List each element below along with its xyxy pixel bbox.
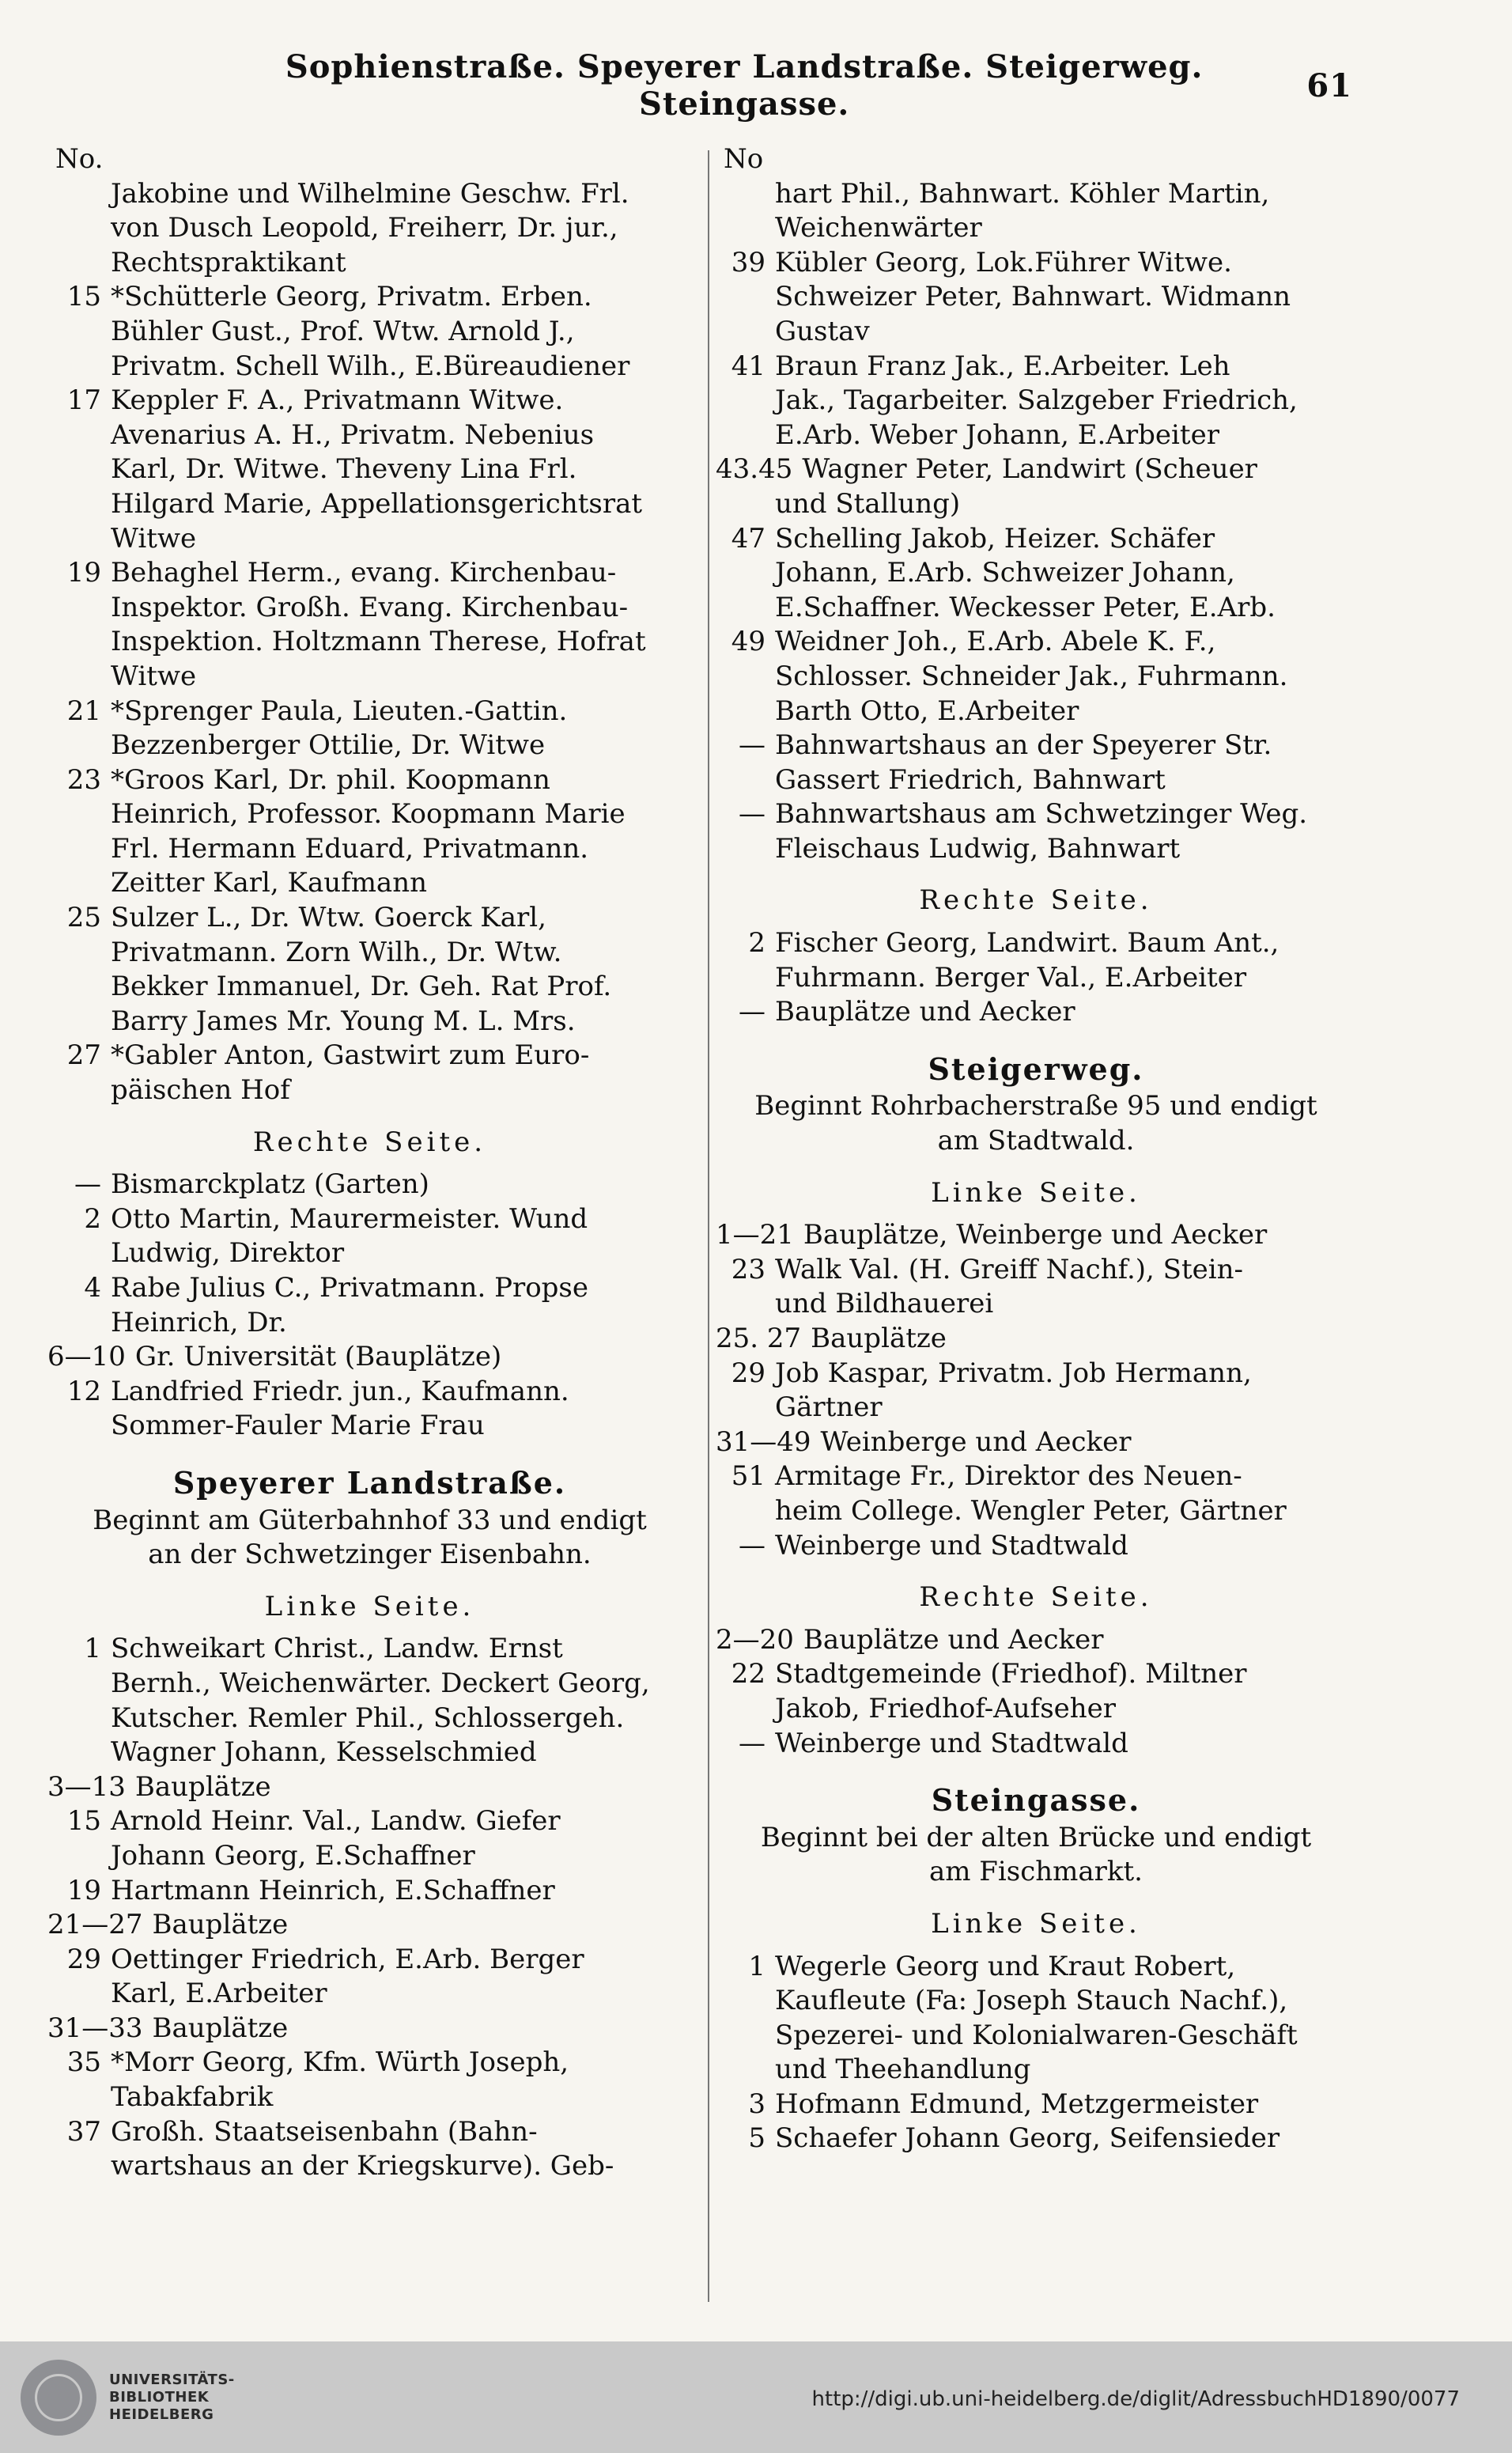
entry-line <box>716 1391 1356 1425</box>
resident-text: Großh. Staatseisenbahn (Bahn- <box>111 2115 538 2148</box>
resident-text: Gr. Universität (Bauplätze) <box>134 1341 502 1373</box>
entry-line <box>47 866 692 901</box>
house-number: 4 <box>84 1272 101 1304</box>
resident-text: Jak., Tagarbeiter. Salzgeber Friedrich, <box>775 384 1298 417</box>
resident-text: heim College. Wengler Peter, Gärtner <box>775 1494 1287 1527</box>
resident-text: Inspektion. Holtzmann Therese, Hofrat <box>111 626 646 658</box>
resident-text: Tabakfabrik <box>111 2081 274 2114</box>
street-description <box>716 1821 1356 1890</box>
resident-text: *Morr Georg, Kfm. Würth Joseph, <box>111 2046 569 2079</box>
entry-line <box>716 797 1356 832</box>
entry-line <box>716 522 1356 557</box>
resident-text: Schelling Jakob, Heizer. Schäfer <box>775 522 1215 555</box>
resident-text: *Schütterle Georg, Privatm. Erben. <box>111 281 592 313</box>
resident-text: Avenarius A. H., Privatm. Nebenius <box>111 418 595 451</box>
entry-line <box>47 1375 692 1410</box>
entry-line <box>47 1168 692 1202</box>
steingasse-left-entries <box>716 1950 1356 2157</box>
entry-line <box>47 522 692 557</box>
entry-line <box>47 350 692 384</box>
resident-text: Wegerle Georg und Kraut Robert, <box>775 1950 1236 1982</box>
number-column-label: No <box>724 143 764 175</box>
entry-line <box>47 246 692 281</box>
resident-text: Heinrich, Dr. <box>111 1306 287 1338</box>
resident-text: Hofmann Edmund, Metzgermeister <box>775 2088 1259 2120</box>
entry-line <box>716 926 1356 961</box>
house-number: 49 <box>731 626 765 658</box>
street-title: Speyerer Landstraße. <box>172 1464 567 1501</box>
resident-text: Barth Otto, E.Arbeiter <box>775 695 1079 727</box>
street-title: Steingasse. <box>931 1782 1141 1819</box>
resident-text: Bekker Immanuel, Dr. Geh. Rat Prof. <box>111 971 612 1003</box>
resident-text: päischen Hof <box>111 1074 290 1107</box>
entry-line <box>716 556 1356 591</box>
resident-text: Schweikart Christ., Landw. Ernst <box>111 1633 563 1665</box>
resident-text: Wagner Peter, Landwirt (Scheuer <box>802 453 1257 486</box>
library-name-line: BIBLIOTHEK <box>109 2388 210 2406</box>
resident-text: Oettinger Friedrich, E.Arb. Berger <box>111 1943 584 1975</box>
street-description-line: an der Schwetzinger Eisenbahn. <box>148 1539 592 1571</box>
steigerweg-right-entries <box>716 1623 1356 1761</box>
entry-line <box>47 211 692 246</box>
resident-text: Zeitter Karl, Kaufmann <box>111 867 427 899</box>
resident-text: Weidner Joh., E.Arb. Abele K. F., <box>775 626 1216 658</box>
right-column <box>716 142 1356 2156</box>
resident-text: Jakobine und Wilhelmine Geschw. Frl. <box>111 177 629 210</box>
resident-text: Otto Martin, Maurermeister. Wund <box>111 1202 588 1235</box>
resident-text: Bauplätze <box>811 1323 947 1354</box>
entry-line <box>716 1425 1356 1460</box>
resident-text: Inspektor. Großh. Evang. Kirchenbau- <box>111 591 629 623</box>
house-number: 2 <box>748 927 765 960</box>
resident-text: Frl. Hermann Eduard, Privatmann. <box>111 832 589 865</box>
street-description-line: am Stadtwald. <box>937 1125 1135 1157</box>
running-title: Sophienstraße. Speyerer Landstraße. Steigerweg. Steingasse. <box>285 48 1204 123</box>
entry-line <box>716 452 1356 487</box>
house-number: 2—20 <box>716 1623 794 1656</box>
entry-line <box>47 1702 692 1736</box>
resident-text: Bismarckplatz (Garten) <box>111 1168 429 1201</box>
entry-line <box>716 2053 1356 2088</box>
steigerweg-left-entries <box>716 1218 1356 1563</box>
source-url-link[interactable]: http://digi.ub.uni-heidelberg.de/diglit/AdressbuchHD1890/0077 <box>811 2387 1460 2411</box>
street-description <box>47 1504 692 1573</box>
house-number: 25 <box>66 902 101 934</box>
house-number: 19 <box>66 1874 101 1906</box>
side-label: Rechte Seite. <box>252 1126 487 1158</box>
house-number: 21—27 <box>47 1909 143 1941</box>
entry-line <box>47 1908 692 1943</box>
entry-line <box>716 695 1356 729</box>
house-number: 6—10 <box>47 1341 126 1373</box>
entry-line <box>716 1459 1356 1494</box>
entry-line <box>47 1202 692 1237</box>
side-label: Linke Seite. <box>931 1176 1141 1209</box>
resident-text: Karl, Dr. Witwe. Theveny Lina Frl. <box>111 453 577 486</box>
resident-text: Sulzer L., Dr. Wtw. Goerck Karl, <box>111 902 546 934</box>
entry-line <box>47 763 692 798</box>
street-description-line: am Fischmarkt. <box>928 1856 1143 1888</box>
entry-line <box>716 350 1356 384</box>
street-description-line: Beginnt Rohrbacherstraße 95 und endigt <box>754 1090 1317 1122</box>
resident-text: Weinberge und Aecker <box>820 1425 1132 1458</box>
resident-text: Bahnwartshaus am Schwetzinger Weg. <box>775 798 1308 831</box>
entry-line <box>47 1839 692 1874</box>
entry-line <box>47 280 692 315</box>
house-number: 29 <box>731 1357 765 1389</box>
entry-line <box>716 763 1356 798</box>
entry-line <box>47 797 692 832</box>
resident-text: Rabe Julius C., Privatmann. Propse <box>111 1272 588 1304</box>
entry-line <box>716 625 1356 660</box>
house-number: 23 <box>66 763 101 796</box>
resident-text: von Dusch Leopold, Freiherr, Dr. jur., <box>111 212 618 244</box>
number-column-label: No. <box>55 143 104 175</box>
house-number: 12 <box>66 1375 101 1407</box>
resident-text: Weinberge und Stadtwald <box>775 1727 1128 1759</box>
resident-text: Hartmann Heinrich, E.Schaffner <box>111 1874 555 1906</box>
entry-line <box>716 591 1356 626</box>
resident-text: Schaefer Johann Georg, Seifensieder <box>775 2122 1280 2155</box>
resident-text: Hilgard Marie, Appellationsgerichtsrat <box>111 487 643 520</box>
resident-text: Witwe <box>111 660 197 692</box>
house-number: 15 <box>66 1805 101 1838</box>
resident-text: Jakob, Friedhof-Aufseher <box>775 1692 1117 1724</box>
entry-line <box>716 1657 1356 1692</box>
entry-line <box>716 995 1356 1030</box>
resident-text: Karl, E.Arbeiter <box>111 1978 327 2010</box>
resident-text: Heinrich, Professor. Koopmann Marie <box>111 798 626 831</box>
house-number: 1 <box>748 1950 765 1982</box>
resident-text: Fischer Georg, Landwirt. Baum Ant., <box>775 927 1280 960</box>
resident-text: *Gabler Anton, Gastwirt zum Euro- <box>111 1039 590 1072</box>
page-header <box>182 48 1352 123</box>
side-label: Linke Seite. <box>264 1590 475 1622</box>
entry-line <box>47 1306 692 1341</box>
library-name <box>109 2372 235 2424</box>
entry-line <box>716 487 1356 522</box>
speyerer-continued-entries <box>716 177 1356 867</box>
entry-line <box>47 2046 692 2080</box>
house-number: — <box>739 1727 765 1759</box>
resident-text: Witwe <box>111 522 197 555</box>
street-description-line: Beginnt bei der alten Brücke und endigt <box>760 1821 1312 1853</box>
entry-line <box>47 625 692 660</box>
resident-text: Landfried Friedr. jun., Kaufmann. <box>111 1375 569 1407</box>
entry-line <box>716 1727 1356 1762</box>
house-number: 3 <box>748 2088 765 2120</box>
side-label: Rechte Seite. <box>919 884 1153 917</box>
house-number: 22 <box>731 1658 765 1690</box>
resident-text: Bezzenberger Ottilie, Dr. Witwe <box>111 729 546 762</box>
entry-line <box>716 1950 1356 1985</box>
house-number: 21 <box>66 695 101 727</box>
resident-text: Arnold Heinr. Val., Landw. Giefer <box>111 1805 561 1838</box>
resident-text: Bauplätze <box>134 1770 271 1803</box>
house-number: 39 <box>731 246 765 278</box>
resident-text: Bauplätze, Weinberge und Aecker <box>803 1219 1268 1251</box>
resident-text: Kutscher. Remler Phil., Schlossergeh. <box>111 1702 625 1734</box>
house-number: 47 <box>731 522 765 555</box>
resident-text: Bahnwartshaus an der Speyerer Str. <box>775 729 1272 762</box>
resident-text: Kübler Georg, Lok.Führer Witwe. <box>775 246 1232 278</box>
house-number: 31—49 <box>716 1425 811 1458</box>
resident-text: und Theehandlung <box>775 2054 1031 2086</box>
entry-line <box>716 1494 1356 1529</box>
entry-line <box>47 1736 692 1770</box>
resident-text: Weinberge und Stadtwald <box>775 1529 1128 1562</box>
resident-text: Gärtner <box>775 1391 883 1424</box>
entry-line <box>47 2080 692 2115</box>
resident-text: Bühler Gust., Prof. Wtw. Arnold J., <box>111 315 575 347</box>
entry-line <box>716 1322 1356 1357</box>
resident-text: *Sprenger Paula, Lieuten.-Gattin. <box>111 695 568 727</box>
resident-text: Kaufleute (Fa: Joseph Stauch Nachf.), <box>775 1985 1288 2017</box>
speyerer-right-entries <box>716 926 1356 1030</box>
street-description <box>716 1089 1356 1158</box>
entry-line <box>47 1236 692 1271</box>
sophienstrasse-left-entries <box>47 177 692 1108</box>
resident-text: Rechtspraktikant <box>111 246 346 278</box>
entry-line <box>716 177 1356 212</box>
resident-text: Wagner Johann, Kesselschmied <box>111 1736 537 1769</box>
house-number: 1—21 <box>716 1219 794 1251</box>
resident-text: Spezerei- und Kolonialwaren-Geschäft <box>775 2019 1298 2051</box>
resident-text: Gustav <box>775 315 870 347</box>
house-number: 1 <box>84 1633 101 1665</box>
resident-text: *Groos Karl, Dr. phil. Koopmann <box>111 763 550 796</box>
entry-line <box>716 1984 1356 2019</box>
entry-line <box>47 1409 692 1444</box>
library-logo[interactable] <box>21 2360 235 2436</box>
resident-text: Weichenwärter <box>775 212 982 244</box>
column-divider <box>708 150 709 2302</box>
entry-line <box>47 901 692 936</box>
house-number: — <box>739 1529 765 1562</box>
resident-text: Stadtgemeinde (Friedhof). Miltner <box>775 1658 1247 1690</box>
entry-line <box>716 384 1356 418</box>
entry-line <box>47 1804 692 1839</box>
entry-line <box>47 1770 692 1805</box>
sophienstrasse-right-entries <box>47 1168 692 1444</box>
resident-text: Walk Val. (H. Greiff Nachf.), Stein- <box>775 1253 1243 1285</box>
entry-line <box>47 556 692 591</box>
entry-line <box>47 832 692 867</box>
entry-line <box>47 452 692 487</box>
entry-line <box>716 2122 1356 2156</box>
page-number: 61 <box>1306 66 1352 104</box>
entry-line <box>47 315 692 350</box>
university-seal-icon <box>21 2360 96 2436</box>
house-number: 5 <box>748 2122 765 2155</box>
entry-line <box>716 246 1356 281</box>
library-name-line: HEIDELBERG <box>109 2406 214 2423</box>
entry-line <box>47 591 692 626</box>
street-title: Steigerweg. <box>928 1050 1144 1087</box>
resident-text: Bauplätze und Aecker <box>803 1623 1104 1656</box>
resident-text: Fleischaus Ludwig, Bahnwart <box>775 832 1181 865</box>
house-number: 3—13 <box>47 1770 126 1803</box>
entry-line <box>716 315 1356 350</box>
entry-line <box>47 970 692 1005</box>
resident-text: E.Schaffner. Weckesser Peter, E.Arb. <box>775 591 1276 623</box>
entry-line <box>716 2088 1356 2122</box>
entry-line <box>47 1073 692 1108</box>
entry-line <box>47 1874 692 1909</box>
resident-text: Bauplätze und Aecker <box>775 996 1075 1028</box>
library-footer <box>0 2341 1512 2453</box>
house-number: — <box>739 996 765 1028</box>
entry-line <box>47 2115 692 2150</box>
resident-text: wartshaus an der Kriegskurve). Geb- <box>111 2150 614 2182</box>
resident-text: Barry James Mr. Young M. L. Mrs. <box>111 1005 576 1037</box>
house-number: 23 <box>731 1253 765 1285</box>
entry-line <box>47 2012 692 2046</box>
library-name-line: UNIVERSITÄTS- <box>109 2371 235 2388</box>
entry-line <box>716 660 1356 695</box>
resident-text: E.Arb. Weber Johann, E.Arbeiter <box>775 418 1219 451</box>
entry-line <box>47 384 692 418</box>
house-number: 17 <box>66 384 101 417</box>
resident-text: Privatm. Schell Wilh., E.Büreaudiener <box>111 350 630 382</box>
entry-line <box>716 1623 1356 1658</box>
resident-text: Johann, E.Arb. Schweizer Johann, <box>775 557 1235 589</box>
resident-text: Bauplätze <box>152 2012 289 2044</box>
resident-text: Schlosser. Schneider Jak., Fuhrmann. <box>775 660 1288 692</box>
entry-line <box>47 1005 692 1039</box>
entry-line <box>47 729 692 763</box>
entry-line <box>716 1287 1356 1322</box>
house-number: — <box>739 729 765 762</box>
street-description-line: Beginnt am Güterbahnhof 33 und endigt <box>93 1504 647 1536</box>
resident-text: Braun Franz Jak., E.Arbeiter. Leh <box>775 350 1230 382</box>
entry-line <box>716 1692 1356 1727</box>
entry-line <box>47 1667 692 1702</box>
house-number: 25. 27 <box>716 1323 802 1354</box>
house-number: 35 <box>66 2046 101 2079</box>
entry-line <box>47 1977 692 2012</box>
entry-line <box>47 418 692 453</box>
resident-text: Johann Georg, E.Schaffner <box>111 1839 475 1872</box>
house-number: 41 <box>731 350 765 382</box>
entry-line <box>47 1340 692 1375</box>
house-number: 43.45 <box>716 453 793 486</box>
entry-line <box>716 832 1356 867</box>
entry-line <box>716 418 1356 453</box>
entry-line <box>716 729 1356 763</box>
resident-text: Privatmann. Zorn Wilh., Dr. Wtw. <box>111 936 562 968</box>
resident-text: Job Kaspar, Privatm. Job Hermann, <box>775 1357 1252 1389</box>
resident-text: Armitage Fr., Direktor des Neuen- <box>775 1460 1242 1493</box>
entry-line <box>716 1218 1356 1253</box>
side-label: Linke Seite. <box>931 1907 1141 1940</box>
resident-text: Behaghel Herm., evang. Kirchenbau- <box>111 557 617 589</box>
entry-line <box>47 1632 692 1667</box>
entry-line <box>47 695 692 729</box>
entry-line <box>47 2149 692 2184</box>
left-column <box>47 142 692 2184</box>
entry-line <box>47 660 692 695</box>
entry-line <box>716 1357 1356 1391</box>
resident-text: Bauplätze <box>152 1909 289 1941</box>
entry-line <box>716 1529 1356 1564</box>
entry-line <box>716 961 1356 996</box>
entry-line <box>47 1271 692 1306</box>
entry-line <box>716 1253 1356 1288</box>
house-number: 29 <box>66 1943 101 1975</box>
entry-line <box>47 487 692 522</box>
house-number: 27 <box>66 1039 101 1072</box>
house-number: 2 <box>84 1202 101 1235</box>
house-number: 37 <box>66 2115 101 2148</box>
resident-text: Ludwig, Direktor <box>111 1237 345 1270</box>
resident-text: Sommer-Fauler Marie Frau <box>111 1410 485 1442</box>
resident-text: und Stallung) <box>775 487 961 520</box>
entry-line <box>716 211 1356 246</box>
resident-text: Gassert Friedrich, Bahnwart <box>775 763 1166 796</box>
house-number: 19 <box>66 557 101 589</box>
resident-text: Fuhrmann. Berger Val., E.Arbeiter <box>775 961 1247 994</box>
entry-line <box>716 2019 1356 2054</box>
speyerer-left-entries <box>47 1632 692 2184</box>
resident-text: Bernh., Weichenwärter. Deckert Georg, <box>111 1667 650 1699</box>
house-number: — <box>739 798 765 831</box>
house-number: — <box>74 1168 101 1201</box>
resident-text: Keppler F. A., Privatmann Witwe. <box>111 384 564 417</box>
entry-line <box>716 280 1356 315</box>
entry-line <box>47 1039 692 1073</box>
resident-text: und Bildhauerei <box>775 1288 994 1320</box>
side-label: Rechte Seite. <box>919 1581 1153 1614</box>
house-number: 51 <box>731 1460 765 1493</box>
resident-text: hart Phil., Bahnwart. Köhler Martin, <box>775 177 1270 210</box>
entry-line <box>47 936 692 971</box>
resident-text: Schweizer Peter, Bahnwart. Widmann <box>775 281 1291 313</box>
entry-line <box>47 1943 692 1978</box>
house-number: 31—33 <box>47 2012 143 2044</box>
entry-line <box>47 177 692 212</box>
house-number: 15 <box>66 281 101 313</box>
